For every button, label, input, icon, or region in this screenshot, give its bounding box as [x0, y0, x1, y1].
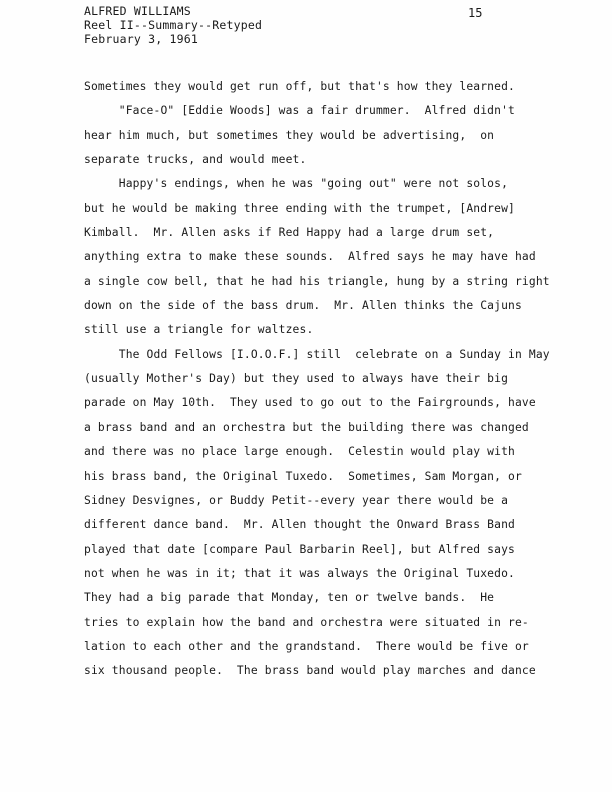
text-line: played that date [compare Paul Barbarin Reel], but Alfred says	[84, 542, 515, 556]
page-number: 15	[468, 6, 483, 20]
interview-date: February 3, 1961	[84, 32, 198, 46]
text-line: not when he was in it; that it was always the Original Tuxedo.	[84, 566, 515, 580]
text-line: and there was no place large enough. Celestin would play with	[84, 445, 515, 459]
text-line: (usually Mother's Day) but they used to always have their big	[84, 372, 509, 386]
text-line: his brass band, the Original Tuxedo. Sometimes, Sam Morgan, or	[84, 469, 522, 483]
text-line: Happy's endings, when he was "going out" were not solos,	[84, 177, 509, 191]
reel-title: Reel II--Summary--Retyped	[84, 18, 263, 32]
text-line: six thousand people. The brass band would play marches and dance	[84, 664, 536, 678]
text-line: still use a triangle for waltzes.	[84, 323, 314, 337]
text-line: different dance band. Mr. Allen thought the Onward Brass Band	[84, 518, 515, 532]
text-line: They had a big parade that Monday, ten or twelve bands. He	[84, 591, 495, 605]
text-line: separate trucks, and would meet.	[84, 153, 307, 167]
text-line: Sometimes they would get run off, but that's how they learned.	[84, 80, 515, 93]
text-line: down on the side of the bass drum. Mr. Allen thinks the Cajuns	[84, 299, 522, 313]
text-line: lation to each other and the grandstand. There would be five or	[84, 639, 529, 653]
text-line: Sidney Desvignes, or Buddy Petit--every year there would be a	[84, 493, 509, 507]
text-line: anything extra to make these sounds. Alfred says he may have had	[84, 250, 536, 264]
interviewee-name: ALFRED WILLIAMS	[84, 4, 191, 18]
document-header	[84, 4, 262, 46]
text-line: Kimball. Mr. Allen asks if Red Happy had a large drum set,	[84, 226, 495, 240]
text-line: hear him much, but sometimes they would be advertising, on	[84, 128, 495, 142]
text-line: a single cow bell, that he had his triangle, hung by a string right	[84, 274, 550, 288]
text-line: but he would be making three ending with the trumpet, [Andrew]	[84, 201, 515, 215]
text-line: tries to explain how the band and orchestra were situated in re-	[84, 615, 529, 629]
text-line: "Face-O" [Eddie Woods] was a fair drummer. Alfred didn't	[84, 104, 515, 118]
text-line: parade on May 10th. They used to go out to the Fairgrounds, have	[84, 396, 536, 410]
summary-body	[84, 75, 564, 684]
text-line: a brass band and an orchestra but the building there was changed	[84, 420, 529, 434]
text-line: The Odd Fellows [I.O.O.F.] still celebrate on a Sunday in May	[84, 347, 550, 361]
